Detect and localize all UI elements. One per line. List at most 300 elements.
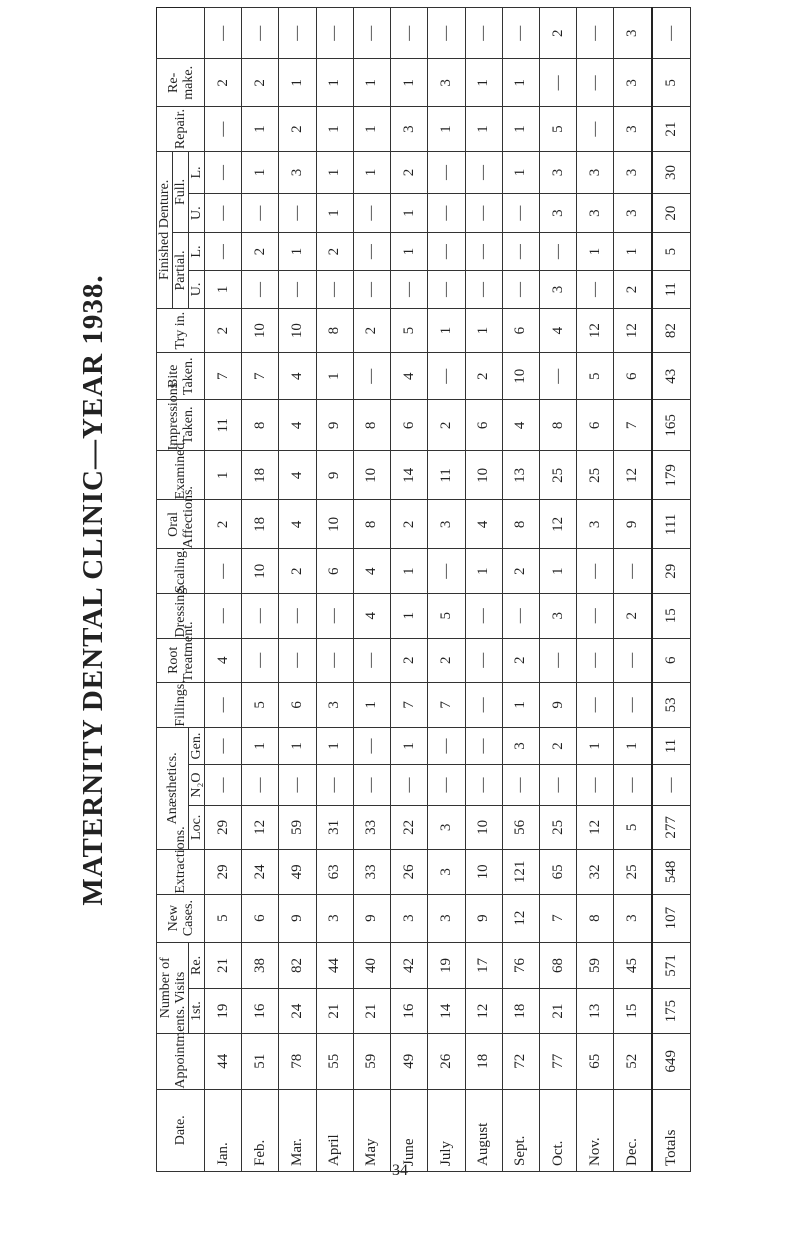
cell-root-treatment: — — [614, 638, 652, 683]
header-scaling: Scaling. — [157, 549, 205, 594]
cell-extractions: 3 — [428, 850, 465, 895]
cell-extractions: 63 — [316, 850, 353, 895]
cell-loc: 5 — [614, 805, 652, 850]
cell-partial-upper: — — [391, 271, 428, 309]
cell-bite-taken: — — [428, 353, 465, 400]
cell-oral-affections: 9 — [614, 500, 652, 549]
cell-extractions: 32 — [577, 850, 614, 895]
cell-n2o: — — [391, 765, 428, 805]
cell-loc: 277 — [652, 805, 690, 850]
cell-visits-re: 59 — [577, 942, 614, 989]
cell-partial-lower: 1 — [391, 233, 428, 271]
cell-new-cases: 7 — [539, 894, 576, 942]
cell-root-treatment: 2 — [391, 638, 428, 683]
cell-visits-first: 12 — [465, 989, 502, 1034]
cell-gen: 1 — [391, 727, 428, 765]
cell-partial-lower: 2 — [316, 233, 353, 271]
cell-dressing: 3 — [539, 593, 576, 638]
cell-scaling: 10 — [242, 549, 279, 594]
cell-new-cases: 9 — [279, 894, 316, 942]
cell-date: Jan. — [205, 1089, 242, 1171]
cell-examined: 12 — [614, 451, 652, 500]
cell-full-lower: — — [205, 151, 242, 193]
cell-root-treatment: 2 — [428, 638, 465, 683]
cell-partial-upper: — — [242, 271, 279, 309]
cell-full-lower: 2 — [391, 151, 428, 193]
header-full-upper: U. — [189, 194, 205, 233]
cell-appointments: 59 — [353, 1033, 390, 1089]
cell-dressing: — — [242, 593, 279, 638]
cell-dressing: 4 — [353, 593, 390, 638]
cell-full-lower: 1 — [242, 151, 279, 193]
cell-full-upper: 3 — [577, 194, 614, 233]
cell-try-in: 1 — [465, 308, 502, 353]
cell-date: August — [465, 1089, 502, 1171]
cell-new-cases: 5 — [205, 894, 242, 942]
cell-new-cases: 3 — [428, 894, 465, 942]
cell-repair: 3 — [614, 107, 652, 152]
cell-root-treatment: — — [465, 638, 502, 683]
header-gen: Gen. — [189, 727, 205, 765]
cell-appointments: 18 — [465, 1033, 502, 1089]
cell-oral-affections: 8 — [502, 500, 539, 549]
cell-scaling: 2 — [279, 549, 316, 594]
cell-extractions: 65 — [539, 850, 576, 895]
cell-partial-lower: 5 — [652, 233, 690, 271]
cell-gen: 1 — [577, 727, 614, 765]
cell-oral-affections: 3 — [428, 500, 465, 549]
cell-value: 2 — [539, 8, 576, 59]
cell-impressions-taken: 6 — [465, 400, 502, 451]
cell-partial-upper: — — [465, 271, 502, 309]
cell-re-make: 5 — [652, 59, 690, 107]
cell-impressions-taken: 6 — [577, 400, 614, 451]
cell-appointments: 51 — [242, 1033, 279, 1089]
cell-try-in: 10 — [279, 308, 316, 353]
cell-re-make: 3 — [428, 59, 465, 107]
cell-extractions: 24 — [242, 850, 279, 895]
cell-partial-lower: 1 — [614, 233, 652, 271]
cell-gen: 1 — [614, 727, 652, 765]
cell-date: Feb. — [242, 1089, 279, 1171]
header-examined: Examined. — [157, 451, 205, 500]
cell-partial-lower: — — [465, 233, 502, 271]
cell-repair: — — [205, 107, 242, 152]
cell-visits-re: 571 — [652, 942, 690, 989]
cell-try-in: 82 — [652, 308, 690, 353]
cell-full-lower: 1 — [353, 151, 390, 193]
cell-full-upper: 3 — [539, 194, 576, 233]
cell-impressions-taken: 9 — [316, 400, 353, 451]
cell-root-treatment: — — [279, 638, 316, 683]
cell-impressions-taken: 4 — [279, 400, 316, 451]
cell-partial-lower: — — [502, 233, 539, 271]
cell-n2o: — — [316, 765, 353, 805]
cell-new-cases: 107 — [652, 894, 690, 942]
cell-value: — — [391, 8, 428, 59]
cell-loc: 56 — [502, 805, 539, 850]
cell-value: — — [242, 8, 279, 59]
cell-visits-re: 40 — [353, 942, 390, 989]
header-re-make: Re-make. — [157, 59, 205, 107]
cell-dressing: — — [316, 593, 353, 638]
cell-re-make: 3 — [614, 59, 652, 107]
header-appointments: Appointments. — [157, 1033, 205, 1089]
cell-dressing: 15 — [652, 593, 690, 638]
cell-loc: 59 — [279, 805, 316, 850]
header-finished-denture: Finished Denture. — [157, 151, 173, 308]
cell-value: — — [316, 8, 353, 59]
header-loc: Loc. — [189, 805, 205, 850]
cell-impressions-taken: 2 — [428, 400, 465, 451]
cell-dressing: — — [465, 593, 502, 638]
table-row — [614, 8, 652, 1172]
cell-try-in: 12 — [577, 308, 614, 353]
cell-full-upper: 1 — [316, 194, 353, 233]
cell-partial-upper: — — [316, 271, 353, 309]
cell-re-make: 1 — [279, 59, 316, 107]
table-row — [428, 8, 465, 1172]
cell-examined: 14 — [391, 451, 428, 500]
cell-visits-first: 14 — [428, 989, 465, 1034]
cell-extractions: 33 — [353, 850, 390, 895]
cell-full-lower: 3 — [614, 151, 652, 193]
cell-value: — — [652, 8, 690, 59]
cell-examined: 10 — [465, 451, 502, 500]
cell-scaling: 2 — [502, 549, 539, 594]
table-header — [157, 8, 205, 1172]
cell-oral-affections: 3 — [577, 500, 614, 549]
cell-root-treatment: 2 — [502, 638, 539, 683]
cell-new-cases: 3 — [316, 894, 353, 942]
cell-visits-re: 82 — [279, 942, 316, 989]
cell-examined: 4 — [279, 451, 316, 500]
cell-full-upper: — — [205, 194, 242, 233]
cell-try-in: 5 — [391, 308, 428, 353]
cell-n2o: — — [614, 765, 652, 805]
cell-fillings: — — [205, 683, 242, 728]
cell-value: — — [205, 8, 242, 59]
cell-full-upper: 20 — [652, 194, 690, 233]
cell-fillings: 6 — [279, 683, 316, 728]
cell-n2o: — — [465, 765, 502, 805]
cell-full-upper: — — [502, 194, 539, 233]
cell-visits-re: 19 — [428, 942, 465, 989]
page-number: 34 — [392, 1162, 408, 1179]
cell-visits-first: 16 — [242, 989, 279, 1034]
cell-appointments: 55 — [316, 1033, 353, 1089]
cell-value: — — [353, 8, 390, 59]
cell-gen: — — [205, 727, 242, 765]
cell-root-treatment: — — [242, 638, 279, 683]
cell-examined: 9 — [316, 451, 353, 500]
cell-oral-affections: 10 — [316, 500, 353, 549]
cell-oral-affections: 4 — [465, 500, 502, 549]
cell-date: April — [316, 1089, 353, 1171]
cell-gen: 1 — [316, 727, 353, 765]
cell-full-upper: — — [353, 194, 390, 233]
cell-dressing: — — [205, 593, 242, 638]
cell-appointments: 72 — [502, 1033, 539, 1089]
cell-partial-lower: 2 — [242, 233, 279, 271]
cell-try-in: 2 — [205, 308, 242, 353]
header-root-treatment: Root Treatment. — [157, 638, 205, 683]
cell-try-in: 4 — [539, 308, 576, 353]
cell-repair: 1 — [502, 107, 539, 152]
cell-impressions-taken: 8 — [353, 400, 390, 451]
cell-visits-first: 13 — [577, 989, 614, 1034]
cell-full-upper: — — [242, 194, 279, 233]
cell-visits-first: 19 — [205, 989, 242, 1034]
cell-gen: — — [353, 727, 390, 765]
cell-full-lower: 3 — [539, 151, 576, 193]
cell-extractions: 26 — [391, 850, 428, 895]
cell-n2o: — — [205, 765, 242, 805]
cell-scaling: 1 — [539, 549, 576, 594]
cell-visits-first: 18 — [502, 989, 539, 1034]
cell-new-cases: 3 — [391, 894, 428, 942]
cell-full-upper: 1 — [391, 194, 428, 233]
cell-scaling: 1 — [465, 549, 502, 594]
header-bite-taken: Bite Taken. — [157, 353, 205, 400]
cell-value: 3 — [614, 8, 652, 59]
header-date: Date. — [157, 1089, 205, 1171]
table-row — [465, 8, 502, 1172]
cell-visits-first: 16 — [391, 989, 428, 1034]
cell-bite-taken: 4 — [279, 353, 316, 400]
cell-examined: 179 — [652, 451, 690, 500]
cell-visits-first: 24 — [279, 989, 316, 1034]
cell-loc: 12 — [242, 805, 279, 850]
cell-value: — — [465, 8, 502, 59]
cell-appointments: 78 — [279, 1033, 316, 1089]
cell-examined: 25 — [577, 451, 614, 500]
cell-full-lower: — — [465, 151, 502, 193]
cell-re-make: — — [577, 59, 614, 107]
cell-bite-taken: 10 — [502, 353, 539, 400]
cell-date: Mar. — [279, 1089, 316, 1171]
cell-scaling: — — [428, 549, 465, 594]
cell-repair: 1 — [353, 107, 390, 152]
cell-extractions: 548 — [652, 850, 690, 895]
cell-n2o: — — [502, 765, 539, 805]
cell-full-lower: 3 — [577, 151, 614, 193]
cell-re-make: 2 — [205, 59, 242, 107]
cell-oral-affections: 18 — [242, 500, 279, 549]
cell-loc: 10 — [465, 805, 502, 850]
cell-loc: 25 — [539, 805, 576, 850]
cell-loc: 22 — [391, 805, 428, 850]
page-heading: MATERNITY DENTAL CLINIC—YEAR 1938. — [77, 274, 109, 906]
cell-full-lower: — — [428, 151, 465, 193]
cell-fillings: 7 — [428, 683, 465, 728]
cell-examined: 10 — [353, 451, 390, 500]
rotated-table-container — [156, 7, 691, 1172]
cell-repair: 1 — [465, 107, 502, 152]
cell-gen: 1 — [279, 727, 316, 765]
cell-visits-first: 15 — [614, 989, 652, 1034]
cell-appointments: 26 — [428, 1033, 465, 1089]
cell-fillings: 9 — [539, 683, 576, 728]
cell-full-upper: — — [465, 194, 502, 233]
cell-visits-re: 68 — [539, 942, 576, 989]
cell-date: Totals — [652, 1089, 690, 1171]
cell-gen: 11 — [652, 727, 690, 765]
cell-scaling: — — [205, 549, 242, 594]
cell-repair: 3 — [391, 107, 428, 152]
cell-gen: 3 — [502, 727, 539, 765]
cell-visits-re: 38 — [242, 942, 279, 989]
table-row — [205, 8, 242, 1172]
cell-scaling: — — [577, 549, 614, 594]
cell-date: Oct. — [539, 1089, 576, 1171]
cell-value: — — [502, 8, 539, 59]
cell-new-cases: 9 — [353, 894, 390, 942]
cell-bite-taken: 43 — [652, 353, 690, 400]
cell-appointments: 52 — [614, 1033, 652, 1089]
cell-visits-first: 21 — [353, 989, 390, 1034]
cell-re-make: 1 — [465, 59, 502, 107]
cell-visits-first: 21 — [539, 989, 576, 1034]
cell-gen: 2 — [539, 727, 576, 765]
cell-fillings: 7 — [391, 683, 428, 728]
cell-repair: 5 — [539, 107, 576, 152]
cell-bite-taken: 7 — [205, 353, 242, 400]
header-full-lower: L. — [189, 151, 205, 193]
cell-bite-taken: 7 — [242, 353, 279, 400]
cell-new-cases: 3 — [614, 894, 652, 942]
cell-partial-upper: 11 — [652, 271, 690, 309]
cell-oral-affections: 111 — [652, 500, 690, 549]
cell-n2o: — — [577, 765, 614, 805]
cell-fillings: 53 — [652, 683, 690, 728]
header-repair: Repair. — [157, 107, 205, 152]
cell-appointments: 649 — [652, 1033, 690, 1089]
cell-fillings: 1 — [353, 683, 390, 728]
cell-scaling: 6 — [316, 549, 353, 594]
cell-loc: 3 — [428, 805, 465, 850]
cell-partial-lower: — — [428, 233, 465, 271]
cell-repair: 2 — [279, 107, 316, 152]
cell-oral-affections: 2 — [205, 500, 242, 549]
cell-visits-re: 45 — [614, 942, 652, 989]
cell-examined: 25 — [539, 451, 576, 500]
cell-re-make: 2 — [242, 59, 279, 107]
cell-try-in: 6 — [502, 308, 539, 353]
cell-bite-taken: 2 — [465, 353, 502, 400]
cell-visits-first: 175 — [652, 989, 690, 1034]
cell-impressions-taken: 4 — [502, 400, 539, 451]
cell-re-make: 1 — [316, 59, 353, 107]
header-re-visits: Re. — [189, 942, 205, 989]
cell-partial-upper: — — [428, 271, 465, 309]
cell-new-cases: 8 — [577, 894, 614, 942]
cell-root-treatment: 4 — [205, 638, 242, 683]
cell-date: June — [391, 1089, 428, 1171]
cell-date: May — [353, 1089, 390, 1171]
cell-date: July — [428, 1089, 465, 1171]
cell-appointments: 44 — [205, 1033, 242, 1089]
cell-n2o: — — [353, 765, 390, 805]
header-extractions: Extractions. — [157, 850, 205, 895]
cell-full-upper: — — [279, 194, 316, 233]
cell-bite-taken: 5 — [577, 353, 614, 400]
cell-root-treatment: — — [539, 638, 576, 683]
cell-re-make: 1 — [391, 59, 428, 107]
cell-loc: 12 — [577, 805, 614, 850]
header-oral-affections: Oral Affections. — [157, 500, 205, 549]
cell-root-treatment: — — [353, 638, 390, 683]
cell-n2o: — — [539, 765, 576, 805]
cell-fillings: — — [577, 683, 614, 728]
cell-scaling: 29 — [652, 549, 690, 594]
header-first-visits: 1st. — [189, 989, 205, 1034]
cell-impressions-taken: 11 — [205, 400, 242, 451]
cell-scaling: — — [614, 549, 652, 594]
cell-loc: 31 — [316, 805, 353, 850]
cell-n2o: — — [428, 765, 465, 805]
cell-visits-re: 21 — [205, 942, 242, 989]
cell-extractions: 121 — [502, 850, 539, 895]
cell-new-cases: 12 — [502, 894, 539, 942]
cell-partial-upper: 3 — [539, 271, 576, 309]
cell-value: — — [428, 8, 465, 59]
cell-value: — — [577, 8, 614, 59]
header-partial: Partial. — [173, 233, 189, 309]
cell-re-make: 1 — [502, 59, 539, 107]
cell-extractions: 49 — [279, 850, 316, 895]
cell-date: Sept. — [502, 1089, 539, 1171]
cell-full-upper: — — [428, 194, 465, 233]
header-full: Full. — [173, 151, 189, 232]
cell-value: — — [279, 8, 316, 59]
cell-n2o: — — [652, 765, 690, 805]
cell-partial-upper: — — [279, 271, 316, 309]
cell-bite-taken: 6 — [614, 353, 652, 400]
header-new-cases: New Cases. — [157, 894, 205, 942]
cell-loc: 29 — [205, 805, 242, 850]
cell-repair: 1 — [428, 107, 465, 152]
cell-impressions-taken: 165 — [652, 400, 690, 451]
cell-try-in: 12 — [614, 308, 652, 353]
cell-full-lower: 3 — [279, 151, 316, 193]
cell-fillings: — — [614, 683, 652, 728]
cell-date: Dec. — [614, 1089, 652, 1171]
cell-re-make: — — [539, 59, 576, 107]
table-row — [279, 8, 316, 1172]
cell-re-make: 1 — [353, 59, 390, 107]
cell-n2o: — — [279, 765, 316, 805]
header-anaesthetics: Anæsthetics. — [157, 727, 189, 850]
cell-dressing: — — [502, 593, 539, 638]
cell-appointments: 77 — [539, 1033, 576, 1089]
cell-root-treatment: 6 — [652, 638, 690, 683]
header-partial-lower: L. — [189, 233, 205, 271]
cell-dressing: 2 — [614, 593, 652, 638]
cell-dressing: 5 — [428, 593, 465, 638]
cell-partial-upper: 1 — [205, 271, 242, 309]
header-dressing: Dressing. — [157, 593, 205, 638]
cell-visits-first: 21 — [316, 989, 353, 1034]
cell-full-lower: 30 — [652, 151, 690, 193]
cell-new-cases: 6 — [242, 894, 279, 942]
cell-appointments: 65 — [577, 1033, 614, 1089]
cell-gen: — — [465, 727, 502, 765]
cell-repair: — — [577, 107, 614, 152]
cell-n2o: — — [242, 765, 279, 805]
cell-extractions: 29 — [205, 850, 242, 895]
cell-appointments: 49 — [391, 1033, 428, 1089]
